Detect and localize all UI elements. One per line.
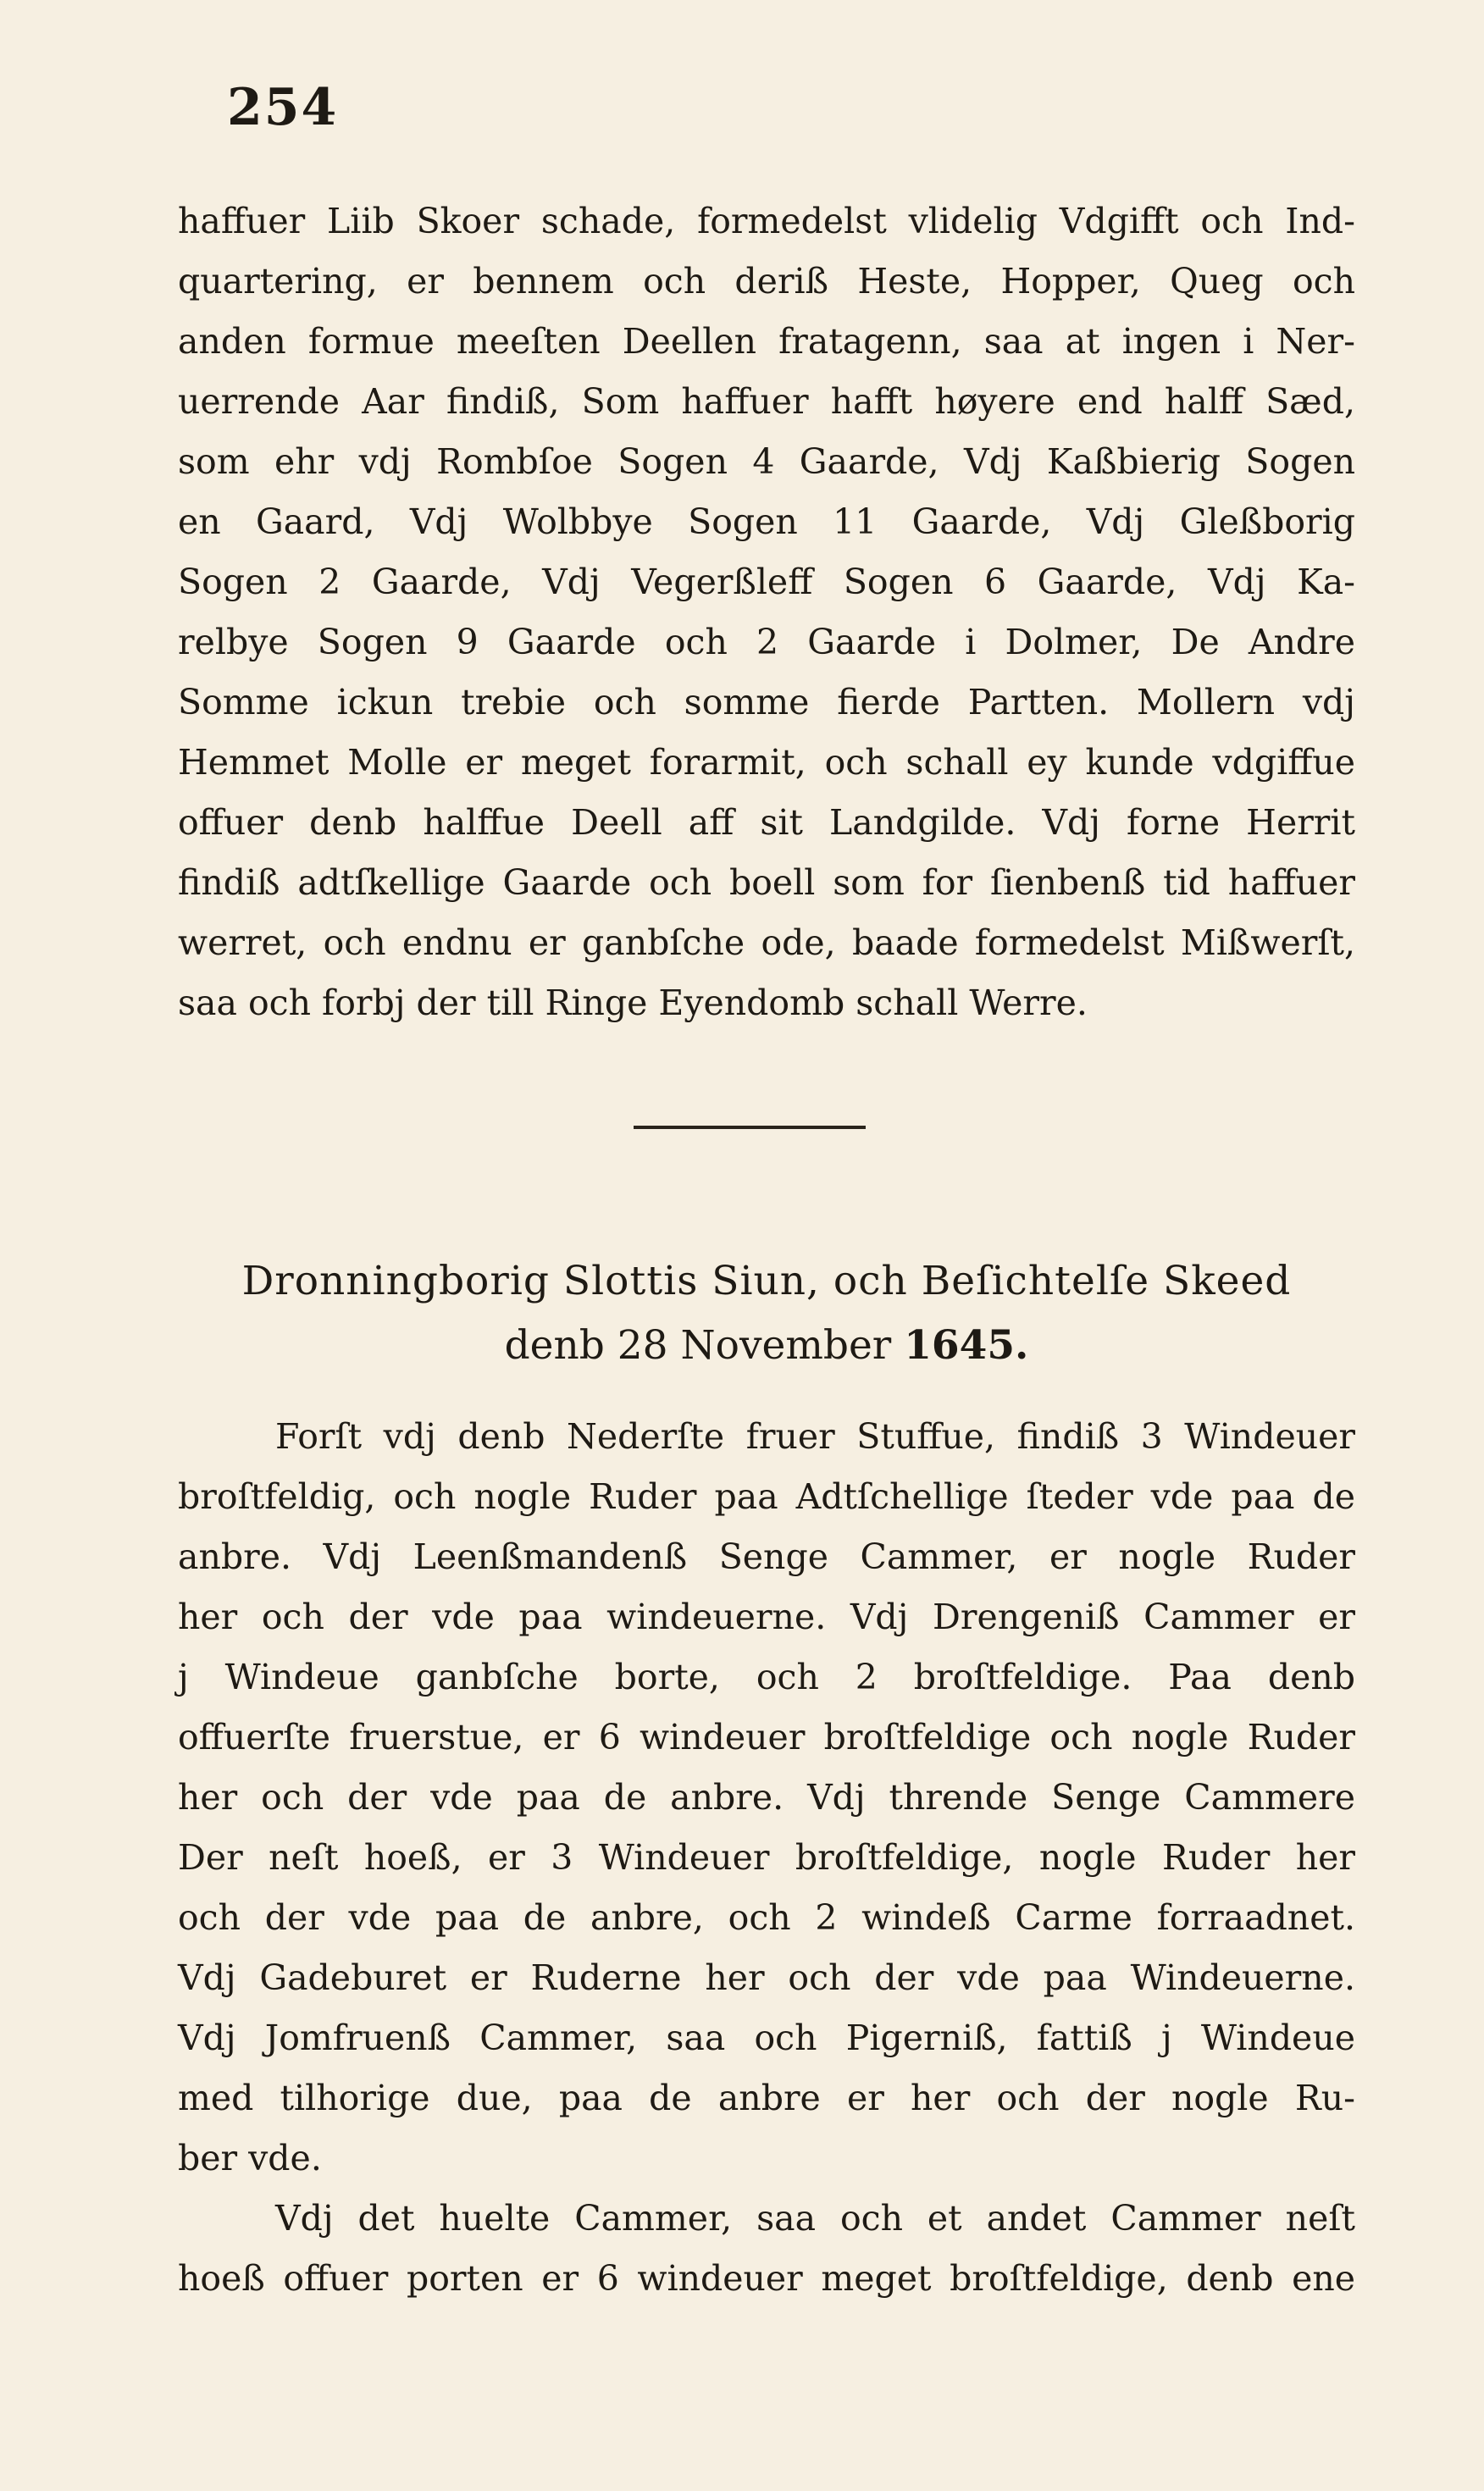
text-line: uerrende Aar findiß, Som haffuer hafft høyere end halff Sæd, [178,381,1355,422]
text-line: Somme ickun trebie och somme fierde Partten. Mollern vdj [178,682,1355,722]
text-line: Hemmet Molle er meget forarmit, och schall ey kunde vdgiffue [178,742,1355,783]
text-line: Sogen 2 Gaarde, Vdj Vegerßleff Sogen 6 Gaarde, Vdj Ka- [178,562,1355,602]
text-line: Der neſt hoeß, er 3 Windeuer broſtfeldige, nogle Ruder her [178,1837,1355,1878]
text-line: relbye Sogen 9 Gaarde och 2 Gaarde i Dolmer, De Andre [178,622,1355,662]
text-line: en Gaard, Vdj Wolbbye Sogen 11 Gaarde, Vdj Gleßborig [178,501,1355,542]
section-heading-date [178,1309,1355,1382]
section-divider [634,1126,866,1129]
text-line: haffuer Liib Skoer schade, formedelst vlidelig Vdgifft och Ind- [178,201,1355,241]
heading-day: 28 [617,1322,668,1369]
text-line: hoeß offuer porten er 6 windeuer meget broſtfeldige, denb ene [178,2258,1355,2299]
text-line: offuerſte fruerstue, er 6 windeuer broſtfeldige och nogle Ruder [178,1717,1355,1758]
text-line: ber vde. [178,2138,322,2178]
text-line: anbre. Vdj Leenßmandenß Senge Cammer, er nogle Ruder [178,1536,1355,1577]
text-line: her och der vde paa windeuerne. Vdj Drengeniß Cammer er [178,1597,1355,1637]
section-heading: Dronningborig Slottis Siun, och Beſichtelſe Skeed [241,1258,1292,1304]
text-line: quartering, er bennem och deriß Heste, Hopper, Queg och [178,261,1355,302]
text-line: anden formue meeſten Deellen fratagenn, saa at ingen i Ner- [178,321,1355,362]
heading-year: 1645. [904,1322,1029,1369]
text-line: och der vde paa de anbre, och 2 windeß Carme forraadnet. [178,1897,1355,1938]
text-line: som ehr vdj Rombſoe Sogen 4 Gaarde, Vdj Kaßbierig Sogen [178,441,1355,482]
text-line: Vdj Gadeburet er Ruderne her och der vde paa Windeuerne. [178,1957,1355,1998]
text-line: her och der vde paa de anbre. Vdj thrende Senge Cammere [178,1777,1355,1818]
text-line: saa och forbj der till Ringe Eyendomb schall Werre. [178,983,1088,1023]
text-line: Forſt vdj denb Nederſte fruer Stuffue, findiß 3 Windeuer [275,1416,1355,1457]
text-line: j Windeue ganbſche borte, och 2 broſtfeldige. Paa denb [178,1657,1355,1697]
heading-prefix: denb [504,1322,605,1369]
text-line: med tilhorige due, paa de anbre er her och der nogle Ru- [178,2078,1355,2118]
text-line: werret, och endnu er ganbſche ode, baade formedelst Mißwerſt, [178,922,1355,963]
text-line: Vdj det huelte Cammer, saa och et andet Cammer neſt [275,2198,1355,2239]
paragraph-1 [178,191,1355,1033]
text-line: offuer denb halffue Deell aff sit Landgilde. Vdj forne Herrit [178,802,1355,843]
text-line: Vdj Jomfruenß Cammer, saa och Pigerniß, fattiß j Windeue [178,2018,1355,2058]
paragraph-2 [178,1407,1355,2309]
text-line: broſtfeldig, och nogle Ruder paa Adtſchellige ſteder vde paa de [178,1476,1355,1517]
page-number: 254 [227,78,339,137]
heading-month: November [680,1322,892,1369]
text-line: findiß adtſkellige Gaarde och boell som for ſienbenß tid haffuer [178,862,1355,903]
